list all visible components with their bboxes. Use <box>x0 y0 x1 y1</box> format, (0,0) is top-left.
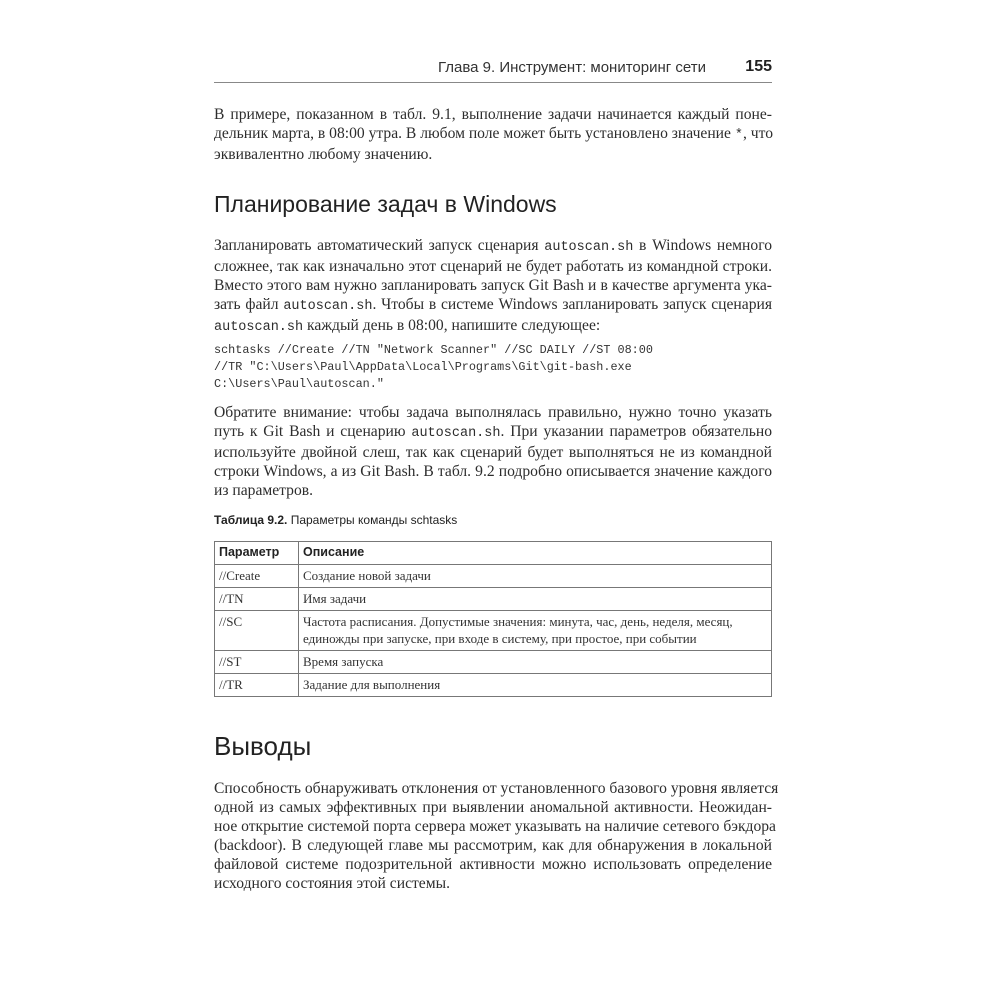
text-segment: используйте двойной слеш, так как сценарий будет выполняться не из командной <box>214 444 772 461</box>
description-cell: Время запуска <box>299 651 772 674</box>
text-segment: . Чтобы в системе Windows запланировать запуск сценария <box>372 296 773 313</box>
column-header-parameter: Параметр <box>215 542 299 565</box>
code-block: schtasks //Create //TN "Network Scanner" //SC DAILY //ST 08:00 //TR "C:\Users\Paul\AppData\Local\Programs\Git\git-bash.exe C:\Users\Paul\autoscan." <box>214 343 653 391</box>
text-line <box>214 779 779 798</box>
text-line <box>214 836 772 855</box>
text-line <box>214 443 772 462</box>
paragraph-conclusions <box>214 779 779 893</box>
text-line <box>214 855 772 874</box>
text-line <box>214 403 772 422</box>
table-caption <box>214 513 457 527</box>
inline-code: autoscan.sh <box>411 426 501 441</box>
table-row <box>215 588 772 611</box>
text-line <box>214 316 772 337</box>
text-segment: . При указании параметров обязательно <box>500 423 772 440</box>
text-line <box>214 817 776 836</box>
text-line <box>214 481 772 500</box>
text-line <box>214 145 772 164</box>
table-header-row <box>215 542 772 565</box>
text-segment: в Windows немного <box>633 237 772 254</box>
page-number: 155 <box>745 58 772 75</box>
text-segment: путь к Git Bash и сценарию <box>214 423 412 440</box>
parameter-cell: //Create <box>215 565 299 588</box>
section-heading-windows: Планирование задач в Windows <box>214 191 557 217</box>
text-line <box>214 124 772 145</box>
paragraph-intro <box>214 105 772 164</box>
description-cell: Имя задачи <box>299 588 772 611</box>
parameter-cell: //ST <box>215 651 299 674</box>
table-row <box>215 651 772 674</box>
text-segment: каждый день в 08:00, напишите следующее: <box>303 317 601 334</box>
inline-code: autoscan.sh <box>283 299 373 314</box>
description-cell: Задание для выполнения <box>299 674 772 697</box>
text-line <box>214 236 772 257</box>
text-line <box>214 257 772 276</box>
parameters-table <box>214 541 772 697</box>
text-segment: эквивалентно любому значению. <box>214 146 433 163</box>
text-segment: Вместо этого вам нужно запланировать запуск Git Bash и в качестве аргумента ука- <box>214 277 772 294</box>
text-line <box>214 874 772 893</box>
text-line <box>214 295 772 316</box>
table-row <box>215 565 772 588</box>
text-segment: В примере, показанном в табл. 9.1, выполнение задачи начинается каждый поне- <box>214 106 772 123</box>
text-segment: зать файл <box>214 296 284 313</box>
text-segment: строки Windows, а из Git Bash. В табл. 9.2 подробно описывается значение каждого <box>214 463 772 480</box>
table-caption-text: Параметры команды schtasks <box>287 513 458 527</box>
text-segment: сложнее, так как изначально этот сценарий не будет работать из командной строки. <box>214 258 772 275</box>
paragraph-windows <box>214 236 772 337</box>
text-segment: файловой системе подозрительной активности можно использовать определение <box>214 856 772 873</box>
text-segment: из параметров. <box>214 482 314 499</box>
text-segment: Запланировать автоматический запуск сценария <box>214 237 545 254</box>
text-segment: исходного состояния этой системы. <box>214 875 450 892</box>
text-line <box>214 105 772 124</box>
parameter-cell: //TR <box>215 674 299 697</box>
running-header <box>214 56 772 83</box>
text-line <box>214 462 772 481</box>
description-cell: Создание новой задачи <box>299 565 772 588</box>
column-header-description: Описание <box>299 542 772 565</box>
chapter-title: Глава 9. Инструмент: мониторинг сети <box>437 59 706 76</box>
table-row <box>215 674 772 697</box>
text-segment: Обратите внимание: чтобы задача выполнялась правильно, нужно точно указать <box>214 404 772 421</box>
parameter-cell: //TN <box>215 588 299 611</box>
text-segment: ное открытие системой порта сервера может указывать на наличие сетевого бэкдора <box>214 818 776 835</box>
text-line <box>214 276 772 295</box>
inline-code: * <box>734 128 743 143</box>
table-caption-label: Таблица 9.2. <box>214 513 288 527</box>
text-line <box>214 798 772 817</box>
text-segment: Способность обнаруживать отклонения от установленного базового уровня является <box>214 780 779 797</box>
table-row <box>215 611 772 651</box>
parameter-cell: //SC <box>215 611 299 651</box>
paragraph-note <box>214 403 772 500</box>
description-cell: Частота расписания. Допустимые значения: минута, час, день, неделя, месяц, единожды при запуске, при входе в систему, при простое, при событии <box>299 611 772 651</box>
text-segment: (backdoor). В следующей главе мы рассмотрим, как для обнаружения в локальной <box>214 837 772 854</box>
text-segment: , что <box>742 125 774 142</box>
text-segment: дельник марта, в 08:00 утра. В любом поле может быть установлено значение <box>214 125 735 142</box>
text-segment: одной из самых эффективных при выявлении аномальной активности. Неожидан- <box>214 799 772 816</box>
inline-code: autoscan.sh <box>544 240 634 255</box>
section-heading-conclusions: Выводы <box>214 731 312 761</box>
text-line <box>214 422 772 443</box>
inline-code: autoscan.sh <box>214 320 304 335</box>
